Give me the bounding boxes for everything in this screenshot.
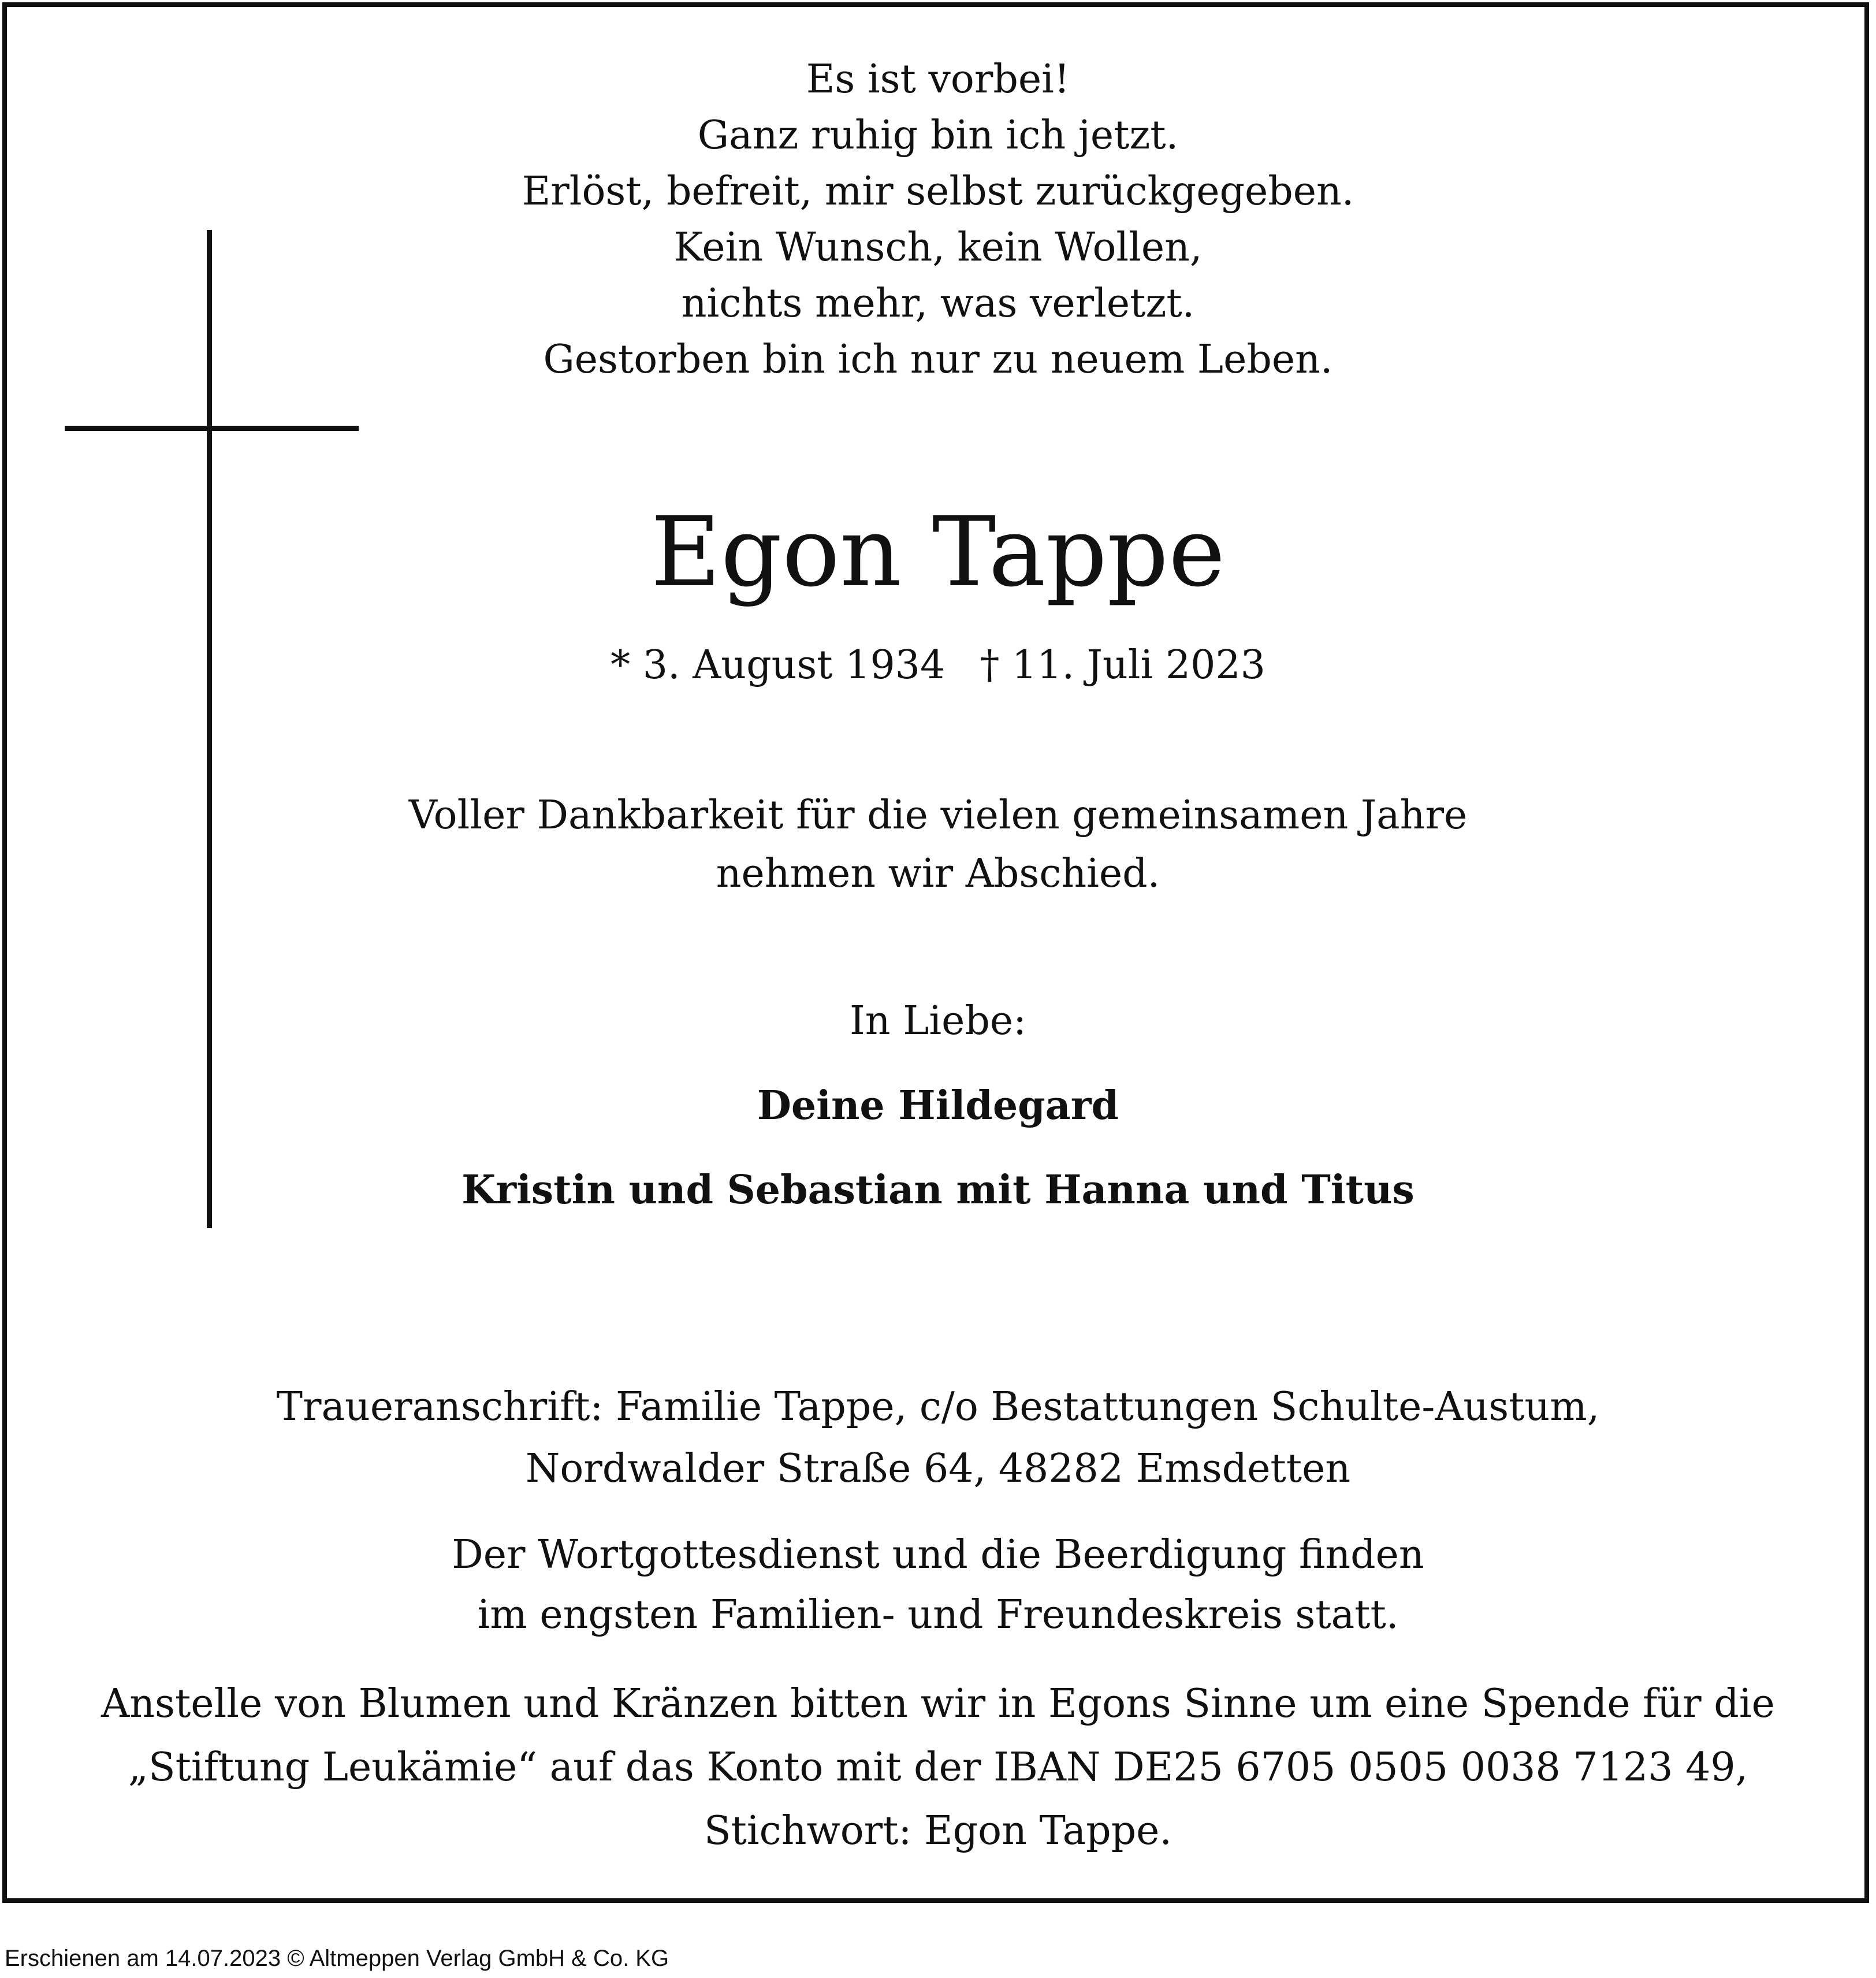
donation-line: Stichwort: Egon Tappe. (704, 1808, 1172, 1854)
cross-icon-bar (65, 426, 359, 431)
poem-line: Es ist vorbei! (806, 57, 1070, 102)
address-line: Traueranschrift: Familie Tappe, c/o Bestattungen Schulte-Austum, (276, 1384, 1600, 1430)
donation-line: Anstelle von Blumen und Kränzen bitten wir in Egons Sinne um eine Spende für die (101, 1681, 1775, 1727)
mourners-intro: In Liebe: (849, 998, 1027, 1044)
birth-date: * 3. August 1934 (611, 642, 946, 688)
deceased-name: Egon Tappe (650, 497, 1226, 608)
service-line: Der Wortgottesdienst und die Beerdigung finden (452, 1532, 1424, 1578)
death-date: † 11. Juli 2023 (980, 642, 1265, 688)
poem-line: Kein Wunsch, kein Wollen, (673, 225, 1203, 270)
poem-line: Ganz ruhig bin ich jetzt. (697, 113, 1179, 158)
message-line: Voller Dankbarkeit für die vielen gemeinsamen Jahre (408, 793, 1468, 838)
mourner-name: Deine Hildegard (757, 1083, 1119, 1129)
mourner-name: Kristin und Sebastian mit Hanna und Titus (461, 1167, 1415, 1213)
donation-line: „Stiftung Leukämie“ auf das Konto mit der IBAN DE25 6705 0505 0038 7123 49, (128, 1745, 1748, 1790)
publication-footer: Erschienen am 14.07.2023 © Altmeppen Verlag GmbH & Co. KG (5, 1946, 669, 1971)
poem-line: Erlöst, befreit, mir selbst zurückgegeben. (522, 169, 1354, 214)
service-line: im engsten Familien- und Freundeskreis statt. (477, 1592, 1399, 1638)
poem-line: nichts mehr, was verletzt. (681, 281, 1195, 326)
address-line: Nordwalder Straße 64, 48282 Emsdetten (525, 1446, 1351, 1492)
life-dates (0, 642, 1876, 688)
poem-line: Gestorben bin ich nur zu neuem Leben. (543, 337, 1333, 382)
message-line: nehmen wir Abschied. (716, 851, 1160, 897)
